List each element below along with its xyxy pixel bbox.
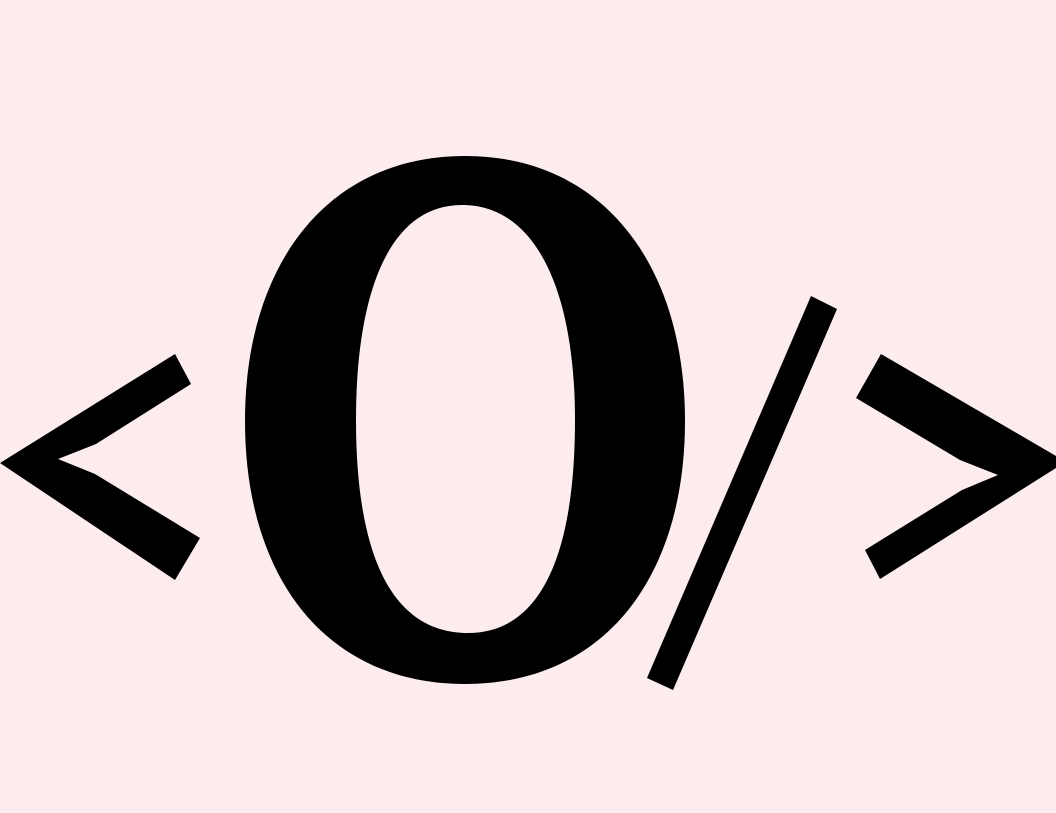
digit-zero-icon (245, 156, 685, 684)
left-angle-bracket-icon (0, 354, 200, 580)
right-angle-bracket-icon (856, 354, 1056, 579)
